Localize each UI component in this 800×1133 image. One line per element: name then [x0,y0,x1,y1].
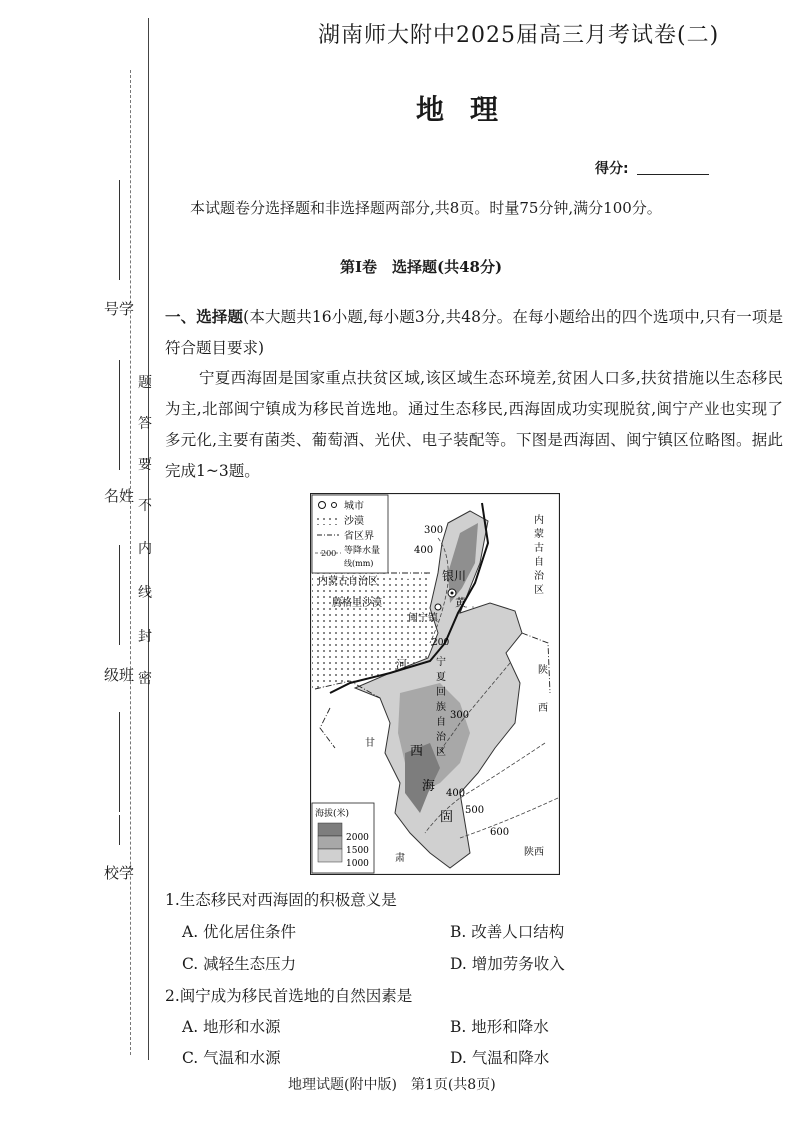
question-2-option-a[interactable]: A. 地形和水源 [182,1018,281,1036]
label-ningxia: 回 [436,687,446,698]
question-1-option-a[interactable]: A. 优化居住条件 [182,923,297,941]
label-gansu: 甘 [365,738,375,749]
label-inner-mongolia-west: 内蒙古自治区 [318,576,378,587]
question-1-stem [165,888,397,910]
legend-city: 城市 [344,501,364,512]
label-yellow-river: 河 [396,658,407,671]
question-text: 生态移民对西海固的积极意义是 [179,891,397,909]
notice-char: 不 [138,498,152,514]
label-inner-mongolia: 古 [534,543,544,554]
label-inner-mongolia: 蒙 [534,529,544,540]
minning-town-icon [435,604,441,610]
student-id-label [102,290,135,340]
location-map [310,493,560,875]
label-gansu: 肃 [395,853,405,864]
score-label: 得分: [595,161,629,177]
elevation-level: 1500 [346,846,369,856]
school-text: 学校 [102,864,135,896]
notice-char: 要 [138,457,152,473]
class-line-lower [119,712,120,812]
label-xihaigu: 海 [422,779,436,794]
label-inner-mongolia: 区 [534,585,544,596]
notice-char: 答 [138,416,152,432]
yinchuan-city-icon [451,592,454,595]
label-yinchuan: 银川 [442,569,467,583]
elevation-swatch-low [318,849,342,862]
page-footer: 地理试题(附中版) 第1页(共8页) [288,1077,496,1093]
class-line [119,545,120,645]
legend-isohyet-unit: 线(mm) [344,559,374,568]
question-number: 1. [165,891,180,909]
label-ningxia: 族 [436,702,446,713]
passage: 宁夏西海固是国家重点扶贫区域,该区域生态环境差,贫困人口多,扶贫措施以生态移民为主,北部闽宁镇成为移民首选地。通过生态移民,西海固成功实现脱贫,闽宁产业也实现了多元化,主要有菌类、葡萄酒、光伏、电子装配等。下图是西海固、闽宁镇区位略图。据此完成1~3题。 [165,369,783,480]
elevation-swatch-mid [318,836,342,849]
question-text: 闽宁成为移民首选地的自然因素是 [179,987,413,1005]
legend-isohyet: 等降水量 [344,546,381,556]
question-2-option-d[interactable]: D. 气温和降水 [450,1049,550,1067]
notice-char: 线 [138,585,152,601]
isohyet-value: 600 [490,827,510,838]
label-ningxia: 夏 [436,672,446,683]
class-text: 班级 [102,666,135,698]
subject-title: 地理 [415,93,524,126]
score-blank[interactable] [637,174,709,175]
isohyet-value: 300 [450,710,470,721]
notice-char: 题 [138,375,152,391]
question-1-option-b[interactable]: B. 改善人口结构 [450,923,565,941]
isohyet-value: 400 [446,788,466,799]
legend-desert: 沙漠 [344,516,364,527]
legend-boundary: 省区界 [344,531,374,542]
label-ningxia: 自 [436,717,446,728]
isohyet-value: 200 [432,638,450,648]
label-inner-mongolia: 治 [534,571,544,582]
section-title: 第Ⅰ卷 选择题(共48分) [340,258,503,276]
label-yellow-river: 黄 [455,596,466,609]
question-2-option-b[interactable]: B. 地形和降水 [450,1018,549,1036]
label-ningxia: 宁 [436,657,446,668]
label-ningxia: 治 [436,732,446,743]
question-1-option-d[interactable]: D. 增加劳务收入 [450,955,565,973]
notice-char: 内 [138,541,152,557]
label-inner-mongolia: 内 [534,515,544,526]
label-shaanxi: 陕 [538,665,548,676]
notice-char: 封 [138,629,152,645]
question-number: 2. [165,987,180,1005]
notice-char: 密 [138,671,152,687]
isohyet-value: 500 [465,805,485,816]
school-line [119,815,120,845]
elevation-swatch-high [318,823,342,836]
question-1-option-c[interactable]: C. 减轻生态压力 [182,955,297,973]
student-id-line [119,180,120,280]
name-line [119,360,120,470]
class-label [102,652,135,712]
legend-desert-swatch [317,515,339,525]
isohyet-value: 400 [414,545,434,556]
label-inner-mongolia: 自 [534,557,544,568]
legend-isohyet-sample: 200 [321,549,337,558]
label-shaanxi: 西 [538,703,548,714]
question-2-option-c[interactable]: C. 气温和水源 [182,1049,281,1067]
label-xihaigu: 固 [440,810,454,825]
label-ningxia: 区 [436,747,446,758]
student-id-text: 学号 [102,300,135,330]
elevation-level: 1000 [346,859,369,869]
part-instruction-text: (本大题共16小题,每小题3分,共48分。在每小题给出的四个选项中,只有一项是符合题目要求) [165,308,783,357]
elevation-level: 2000 [346,833,369,843]
question-2-stem [165,984,412,1006]
name-text: 姓名 [102,487,135,521]
label-tengger-desert: 腾格里沙漠 [332,598,382,609]
name-label [102,474,135,534]
exam-title: 湖南师大附中2025届高三月考试卷(二) [318,23,720,48]
isohyet-value: 300 [424,525,444,536]
label-xihaigu: 西 [410,744,424,759]
label-minning: 闽宁镇 [408,613,438,624]
school-label [102,850,135,910]
label-shaanxi-south: 陕西 [524,847,544,858]
elevation-legend-title: 海拔(米) [315,809,350,819]
part-heading: 一、选择题 [165,307,244,326]
part-instruction [165,301,783,364]
exam-intro: 本试题卷分选择题和非选择题两部分,共8页。时量75分钟,满分100分。 [190,199,662,217]
